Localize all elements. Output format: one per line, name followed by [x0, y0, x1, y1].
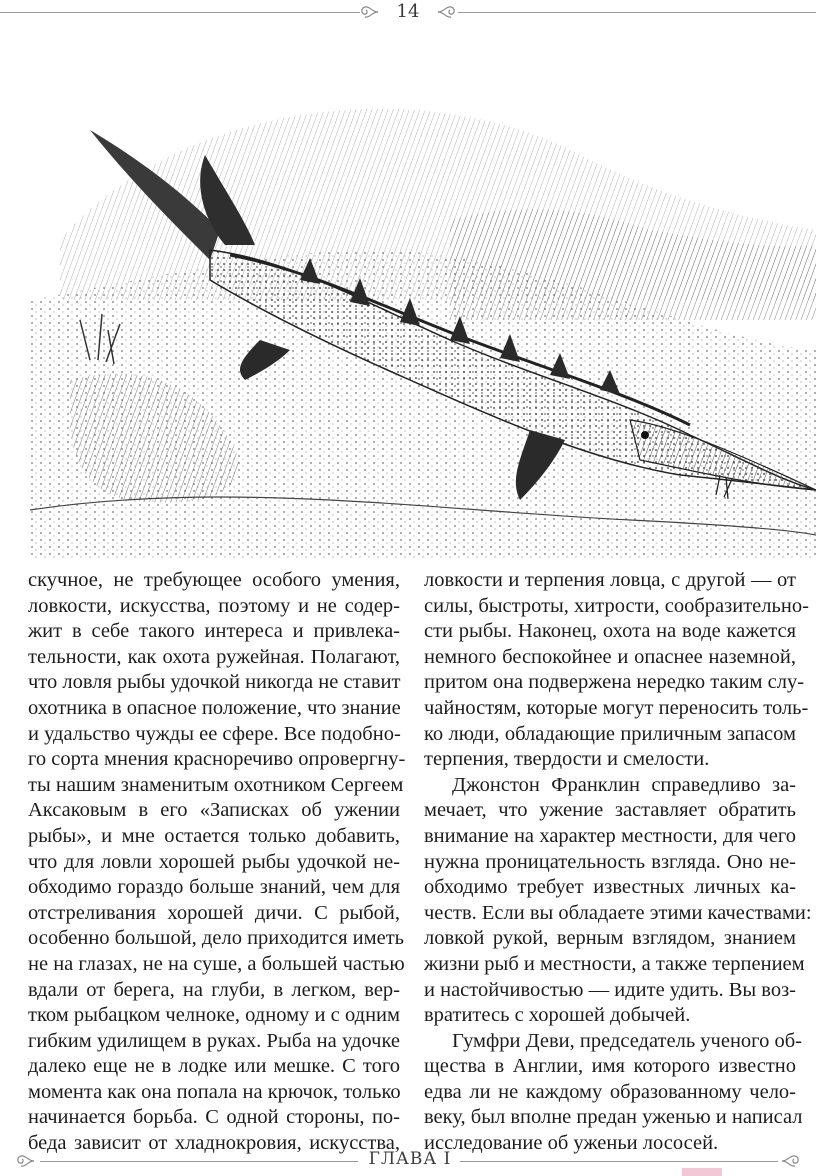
text-line: исследование об уженьи лососей.	[424, 1132, 719, 1155]
text-line: гибким удилищем в руках. Рыба на удочке	[28, 1029, 400, 1052]
text-line: ко люди, обладающие приличным запасом	[424, 722, 796, 745]
text-line: тком рыбацком челноке, одному и с одним	[28, 1004, 400, 1027]
text-line: Аксаковым в его «Записках об ужении	[28, 799, 400, 822]
text-line: беда зависит от хладнокровия, искусства,	[28, 1132, 400, 1155]
text-line: и удальство чужды ее сфере. Все подобно-	[28, 722, 401, 745]
text-line: ловкости и терпения ловца, с другой — от	[424, 569, 796, 591]
text-line: момента как она попала на крючок, только	[28, 1080, 401, 1103]
text-line: что ловля рыбы удочкой никогда не ставит	[28, 671, 401, 694]
footer-flourish-left-icon	[14, 1153, 36, 1169]
text-line: ловкой рукой, верным взглядом, знанием	[424, 927, 796, 950]
text-line: Джонстон Франклин справедливо за-	[452, 773, 796, 796]
text-line: тельности, как охота ружейная. Полагают,	[28, 645, 400, 668]
text-line: ловкости, искусства, поэтому и не содер-	[28, 594, 400, 617]
chapter-label: ГЛАВА I	[368, 1149, 452, 1169]
text-line: охотника в опасное положение, что знание	[28, 696, 401, 719]
text-line: терпения, твердости и смелости.	[424, 748, 710, 771]
text-line: жит в себе такого интереса и привлека-	[28, 620, 400, 643]
text-line: рыбы», и мне остается только добавить,	[28, 824, 400, 847]
text-line: жизни рыб и местности, а также терпением	[424, 952, 805, 975]
text-line: внимание на характер местности, для чего	[424, 824, 796, 847]
text-line: щества в Англии, имя которого известно	[424, 1055, 796, 1078]
text-line: честв. Если вы обладаете этими качествами:	[424, 901, 812, 924]
text-line: особенно большой, дело приходится иметь	[28, 927, 404, 950]
text-line: едва ли не каждому образованному чело-	[424, 1080, 796, 1103]
right-column	[424, 568, 812, 1157]
footer-rule-right	[460, 1161, 778, 1162]
text-line: вратитесь с хорошей добычей.	[424, 1004, 691, 1027]
sturgeon-illustration	[30, 40, 816, 560]
text-line: ты нашим знаменитым охотником Сергеем	[28, 773, 404, 796]
text-line: и настойчивостью — идите удить. Вы воз-	[424, 978, 796, 1001]
text-line: силы, быстроты, хитрости, сообразительно-	[424, 594, 809, 617]
flourish-left-icon	[358, 4, 380, 20]
footer-flourish-right-icon	[780, 1153, 802, 1169]
text-line: чайностям, которые могут переносить толь-	[424, 696, 809, 719]
text-line: что для ловли хорошей рыбы удочкой не-	[28, 850, 400, 873]
text-line: обходимо требует известных личных ка-	[424, 876, 796, 899]
text-line: веку, был вполне предан уженью и написал	[424, 1106, 803, 1129]
text-line: далеко еще не в лодке или мешке. С того	[28, 1055, 400, 1078]
text-line: го сорта мнения красноречиво опровергну-	[28, 748, 406, 771]
page-number: 14	[396, 1, 420, 22]
text-line: скучное, не требующее особого умения,	[28, 569, 400, 591]
header-rule-left	[0, 12, 360, 13]
text-line: мечает, что ужение заставляет обратить	[424, 799, 796, 822]
text-line: отстреливания хорошей дичи. С рыбой,	[28, 901, 400, 924]
text-line: притом она подвержена нередко таким слу-	[424, 671, 805, 694]
text-line: вдали от берега, на глуби, в легком, вер-	[28, 978, 400, 1001]
flourish-right-icon	[436, 4, 458, 20]
text-line: немного беспокойнее и опаснее наземной,	[424, 645, 796, 668]
page-header	[0, 0, 816, 30]
text-line: сти рыбы. Наконец, охота на воде кажется	[424, 620, 796, 643]
page-edge-mark	[682, 1168, 722, 1176]
text-line: не на глазах, не на суше, а большей частью	[28, 952, 405, 975]
header-rule-right	[458, 12, 816, 13]
text-line: Гумфри Деви, председатель ученого об-	[452, 1029, 802, 1052]
footer-rule-left	[40, 1161, 358, 1162]
left-column	[28, 568, 406, 1157]
text-line: начинается борьба. С одной стороны, по-	[28, 1106, 400, 1129]
text-line: обходимо гораздо больше знаний, чем для	[28, 876, 400, 899]
text-line: нужна проницательность взгляда. Оно не-	[424, 850, 796, 873]
